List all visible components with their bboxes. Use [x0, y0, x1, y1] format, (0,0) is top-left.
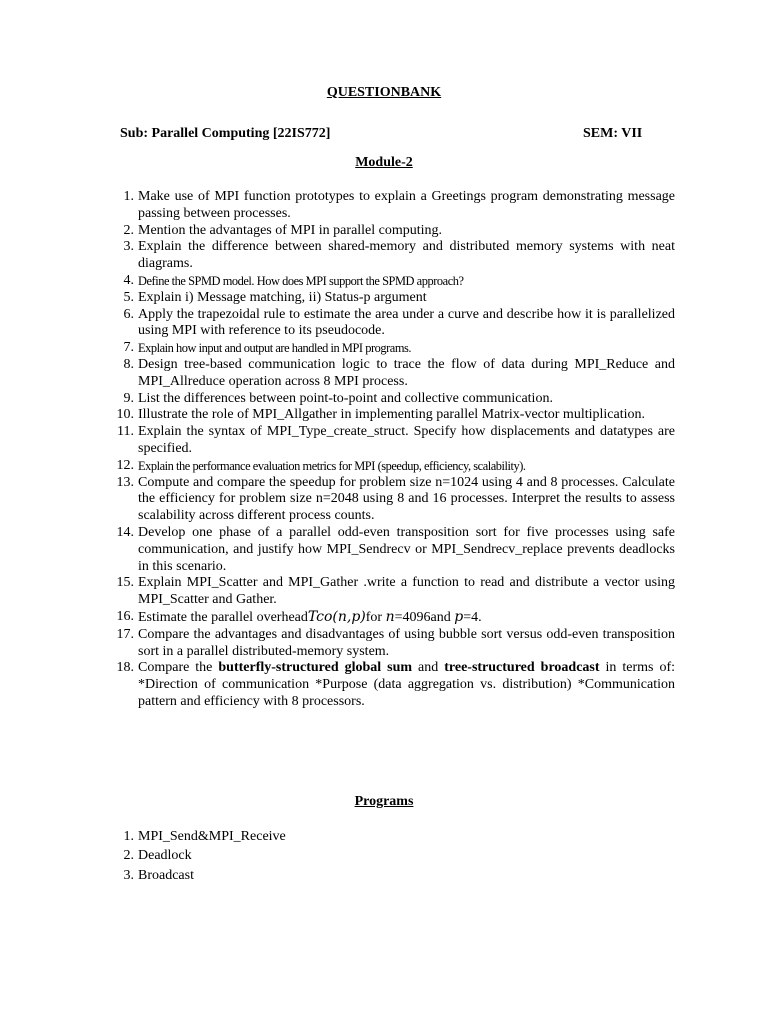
- question-list: [116, 189, 675, 711]
- page-title: QUESTIONBANK: [326, 85, 442, 100]
- subject-line: Sub: Parallel Computing [22IS772]: [120, 126, 331, 141]
- bold-term: tree-structured broadcast: [444, 660, 600, 676]
- module-heading: Module-2: [355, 155, 413, 170]
- list-item: 15. Explain MPI_Scatter and MPI_Gather .write a function to read and distribute a vector using MPI_Scatter and Gather.: [116, 575, 675, 608]
- math-expression: Tco(n,p): [307, 608, 366, 625]
- list-item: 3. Explain the difference between shared-memory and distributed memory systems with neat diagrams.: [123, 239, 675, 272]
- list-item: 8. Design tree-based communication logic to trace the flow of data during MPI_Reduce and MPI_Allreduce operation across 8 MPI process.: [123, 356, 675, 389]
- list-item: 6. Apply the trapezoidal rule to estimate the area under a curve and describe how it is parallelized using MPI with reference to its pseudocode.: [123, 306, 675, 339]
- list-item: 12. Explain the performance evaluation metrics for MPI (speedup, efficiency, scalability).: [116, 457, 526, 473]
- math-variable: n: [385, 608, 395, 625]
- semester-label: SEM: VII: [583, 126, 643, 141]
- list-item: 14. Develop one phase of a parallel odd-even transposition sort for five processes using safe communication, and justify how MPI_Sendrecv or MPI_Sendrecv_replace prevents deadlocks in this scenario.: [116, 524, 675, 574]
- list-item: 7. Explain how input and output are handled in MPI programs.: [123, 340, 412, 356]
- programs-heading: Programs: [354, 794, 414, 809]
- programs-list: [123, 827, 286, 885]
- math-variable: p: [454, 608, 464, 625]
- list-item: 2. Mention the advantages of MPI in parallel computing.: [123, 222, 443, 238]
- list-item: 16. Estimate the parallel overheadTco(n,p)for n=4096and p=4.: [116, 608, 482, 625]
- list-item: 17. Compare the advantages and disadvantages of using bubble sort versus odd-even transposition sort in a parallel distributed-memory system.: [116, 626, 675, 659]
- list-item: 1. MPI_Send&MPI_Receive: [123, 829, 286, 844]
- list-item: 2. Deadlock: [123, 848, 192, 864]
- list-item: 11. Explain the syntax of MPI_Type_create_struct. Specify how displacements and datatypes are specified.: [117, 424, 675, 456]
- list-item: 9. List the differences between point-to-point and collective communication.: [123, 390, 553, 406]
- list-item: 5. Explain i) Message matching, ii) Status-p argument: [123, 289, 427, 305]
- list-item: 18. Compare the butterfly-structured global sum and tree-structured broadcast in terms of: *Direction of communication *Purpose (data aggregation vs. distribution) *Communication pattern and efficiency with 8 processors.: [116, 660, 675, 709]
- list-item: 13. Compute and compare the speedup for problem size n=1024 using 4 and 8 processes. Calculate the efficiency for problem size n=2048 using 8 and 16 processes. Interpret the results to assess scalability across different process counts.: [116, 474, 675, 524]
- list-item: 1. Make use of MPI function prototypes to explain a Greetings program demonstrating message passing between processes.: [123, 189, 675, 221]
- list-item: 4. Define the SPMD model. How does MPI support the SPMD approach?: [123, 272, 464, 288]
- bold-term: butterfly-structured global sum: [218, 660, 413, 676]
- list-item: 3. Broadcast: [123, 867, 194, 883]
- list-item: 10. Illustrate the role of MPI_Allgather in implementing parallel Matrix-vector multiplication.: [116, 407, 645, 423]
